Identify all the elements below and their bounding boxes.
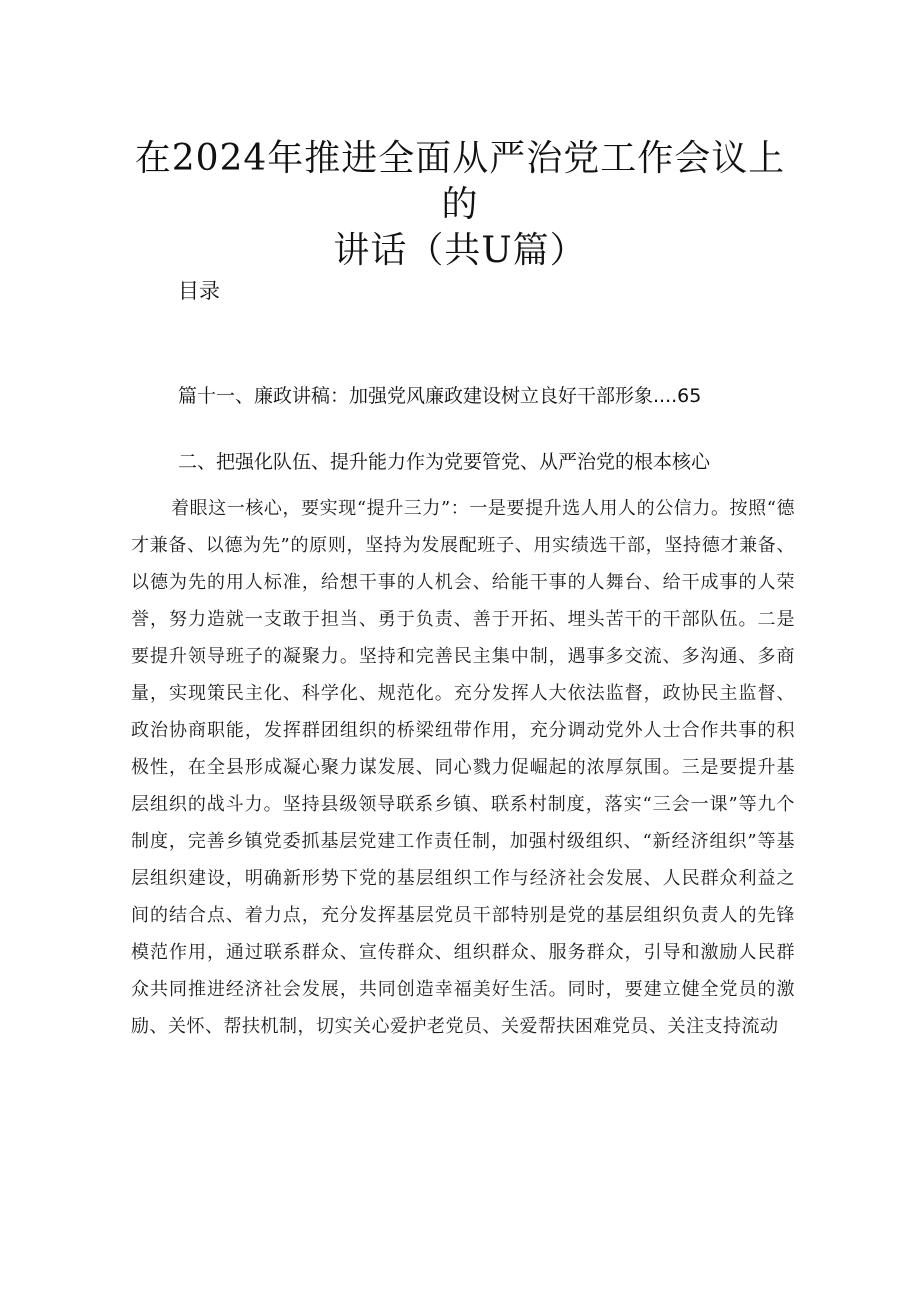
- toc-heading: 目录: [178, 279, 220, 303]
- body-paragraph: 着眼这一核心，要实现“提升三力”：一是要提升选人用人的公信力。按照“德才兼备、以德为先”的原则，坚持为发展配班子、用实绩选干部，坚持德才兼备、以德为先的用人标准，给想干事的人机会、给能干事的人舞台、给干成事的人荣誉，努力造就一支敢于担当、勇于负责、善于开拓、埋头苦干的干部队伍。二是要提升领导班子的凝聚力。坚持和完善民主集中制，遇事多交流、多沟通、多商量，实现策民主化、科学化、规范化。充分发挥人大依法监督，政协民主监督、政治协商职能，发挥群团组织的桥梁纽带作用，充分调动党外人士合作共事的积极性，在全县形成凝心聚力谋发展、同心戮力促崛起的浓厚氛围。三是要提升基层组织的战斗力。坚持县级领导联系乡镇、联系村制度，落实“三会一课”等九个制度，完善乡镇党委抓基层党建工作责任制，加强村级组织、“新经济组织”等基层组织建设，明确新形势下党的基层组织工作与经济社会发展、人民群众利益之间的结合点、着力点，充分发挥基层党员干部特别是党的基层组织负责人的先锋模范作用，通过联系群众、宣传群众、组织群众、服务群众，引导和激励人民群众共同推进经济社会发展，共同创造幸福美好生活。同时，要建立健全党员的激励、关怀、帮扶机制，切实关心爱护老党员、关爱帮扶困难党员、关注支持流动: [131, 498, 795, 1037]
- toc-entry[interactable]: 篇十一、廉政讲稿：加强党风廉政建设树立良好干部形象....65: [178, 385, 702, 407]
- title-line-1: 在2024年推进全面从严治党工作会议上的: [134, 138, 786, 225]
- document-title: [120, 136, 800, 274]
- section-heading: 二、把强化队伍、提升能力作为党要管党、从严治党的根本核心: [178, 451, 711, 473]
- title-line-2: 讲话（共U篇）: [333, 230, 587, 271]
